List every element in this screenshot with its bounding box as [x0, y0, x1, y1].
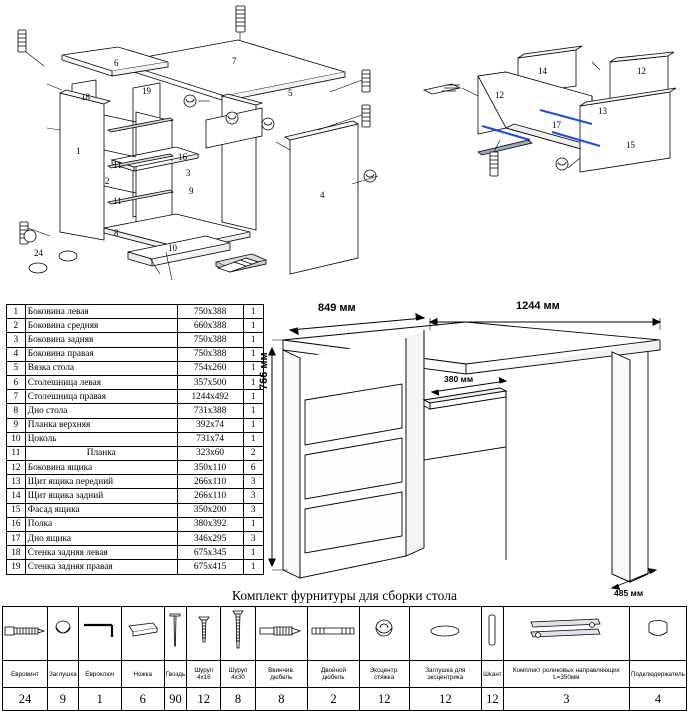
callout-14: 14 — [538, 66, 547, 76]
hw-qty: 90 — [164, 688, 186, 711]
table-row — [7, 560, 264, 574]
part-num: 9 — [7, 418, 26, 432]
part-name: Столешница левая — [25, 375, 177, 389]
hw-cell-euro-screw — [3, 607, 48, 661]
callout-10: 10 — [168, 243, 177, 253]
hw-label: Евровинт — [3, 661, 48, 688]
table-row — [7, 418, 264, 432]
part-name: Боковина правая — [25, 347, 177, 361]
table-row — [7, 546, 264, 560]
part-dim: 350x110 — [177, 461, 243, 475]
table-row — [7, 390, 264, 404]
part-qty: 6 — [243, 461, 264, 475]
part-num: 12 — [7, 461, 26, 475]
part-name: Дно стола — [25, 404, 177, 418]
hw-label: Заглушка для эксцентрика — [409, 661, 482, 688]
part-num: 19 — [7, 560, 26, 574]
part-num: 15 — [7, 503, 26, 517]
part-num: 4 — [7, 347, 26, 361]
part-name: Полка — [25, 517, 177, 531]
hw-cell-screw-4x16 — [187, 607, 221, 661]
callout-7: 7 — [232, 56, 237, 66]
part-dim: 266x110 — [177, 475, 243, 489]
part-dim: 266x110 — [177, 489, 243, 503]
part-qty: 2 — [243, 446, 264, 460]
hw-label: Эксцентр. стяжка — [359, 661, 409, 688]
hw-cell-cam-lock — [359, 607, 409, 661]
callout-4: 4 — [320, 190, 325, 200]
part-num: 18 — [7, 546, 26, 560]
hw-qty: 12 — [187, 688, 221, 711]
table-row — [7, 319, 264, 333]
part-num: 1 — [7, 305, 26, 319]
part-num: 13 — [7, 475, 26, 489]
hw-qty: 8 — [221, 688, 255, 711]
part-qty: 1 — [243, 560, 264, 574]
hw-cell-screw-4x30 — [221, 607, 255, 661]
table-row — [7, 461, 264, 475]
part-qty: 1 — [243, 347, 264, 361]
part-num: 6 — [7, 375, 26, 389]
part-dim: 750x388 — [177, 333, 243, 347]
part-dim: 660x388 — [177, 319, 243, 333]
hw-cell-cap-plug — [48, 607, 79, 661]
callout-11-a: 11 — [113, 160, 122, 170]
part-name: Планка — [25, 446, 177, 460]
part-name: Боковина ящика — [25, 461, 177, 475]
callout-12-b: 12 — [495, 90, 504, 100]
hw-label: Гвоздь — [164, 661, 186, 688]
hw-cell-screw-in-dowel — [255, 607, 308, 661]
part-num: 2 — [7, 319, 26, 333]
dimension-depth: 849 мм — [318, 302, 356, 314]
hw-qty: 12 — [359, 688, 409, 711]
part-num: 17 — [7, 532, 26, 546]
hw-qty: 6 — [121, 688, 164, 711]
callout-24: 24 — [34, 248, 43, 258]
part-qty: 1 — [243, 432, 264, 446]
table-row — [7, 446, 264, 460]
callout-9: 9 — [189, 186, 194, 196]
part-num: 16 — [7, 517, 26, 531]
table-row — [7, 404, 264, 418]
callout-3: 3 — [186, 168, 191, 178]
table-row — [7, 517, 264, 531]
hw-label: Шуруп 4х30 — [221, 661, 255, 688]
hw-label: Подклюдержатель — [630, 661, 687, 688]
part-qty: 1 — [243, 361, 264, 375]
hw-label: Комплект роликовых направляющих L=350мм — [503, 661, 629, 688]
part-dim: 323x60 — [177, 446, 243, 460]
callout-11-b: 11 — [113, 196, 122, 206]
callout-6: 6 — [114, 58, 119, 68]
dimension-height: 766 мм — [258, 352, 270, 390]
dimension-foot: 485 мм — [614, 588, 644, 598]
part-dim: 350x200 — [177, 503, 243, 517]
parts-table — [6, 304, 264, 575]
hw-qty: 9 — [48, 688, 79, 711]
dimension-width: 1244 мм — [516, 300, 560, 312]
callout-8: 8 — [114, 228, 119, 238]
part-name: Вязка стола — [25, 361, 177, 375]
hw-label: Заглушка — [48, 661, 79, 688]
table-row — [7, 532, 264, 546]
part-dim: 346x295 — [177, 532, 243, 546]
part-num: 5 — [7, 361, 26, 375]
hw-qty: 12 — [409, 688, 482, 711]
table-row — [7, 333, 264, 347]
callout-1: 1 — [76, 146, 81, 156]
dimension-inner: 380 мм — [444, 374, 474, 384]
part-dim: 754x260 — [177, 361, 243, 375]
part-name: Щит ящика передний — [25, 475, 177, 489]
hardware-qty-row — [3, 688, 687, 711]
part-qty: 1 — [243, 517, 264, 531]
part-dim: 357x500 — [177, 375, 243, 389]
part-qty: 1 — [243, 546, 264, 560]
hw-qty: 8 — [255, 688, 308, 711]
hw-cell-nail — [164, 607, 186, 661]
part-qty: 3 — [243, 489, 264, 503]
part-name: Боковина левая — [25, 305, 177, 319]
part-name: Столешница правая — [25, 390, 177, 404]
part-qty: 1 — [243, 305, 264, 319]
hw-cell-allen-key — [78, 607, 121, 661]
part-dim: 731x74 — [177, 432, 243, 446]
callout-12-a: 12 — [637, 66, 646, 76]
hw-qty: 24 — [3, 688, 48, 711]
hw-cell-leg-foot — [121, 607, 164, 661]
part-qty: 1 — [243, 418, 264, 432]
part-dim: 675x415 — [177, 560, 243, 574]
hw-label: Двойной дюбель — [308, 661, 360, 688]
part-dim: 750x388 — [177, 305, 243, 319]
table-row — [7, 375, 264, 389]
part-name: Цоколь — [25, 432, 177, 446]
part-dim: 392x74 — [177, 418, 243, 432]
hardware-label-row — [3, 661, 687, 688]
part-name: Планка верхняя — [25, 418, 177, 432]
part-num: 8 — [7, 404, 26, 418]
hw-qty: 3 — [503, 688, 629, 711]
part-qty: 3 — [243, 475, 264, 489]
part-qty: 1 — [243, 333, 264, 347]
hardware-table — [2, 606, 687, 711]
part-name: Стенка задняя левая — [25, 546, 177, 560]
callout-5: 5 — [288, 88, 293, 98]
hw-qty: 1 — [78, 688, 121, 711]
hw-qty: 4 — [630, 688, 687, 711]
part-dim: 750x388 — [177, 347, 243, 361]
table-row — [7, 305, 264, 319]
hw-label: Ножка — [121, 661, 164, 688]
hw-cell-wooden-dowel — [482, 607, 504, 661]
hw-label: Ввинчив. дюбель — [255, 661, 308, 688]
hw-qty: 12 — [482, 688, 504, 711]
part-name: Фасад ящика — [25, 503, 177, 517]
hw-cell-cup-holder — [630, 607, 687, 661]
part-num: 7 — [7, 390, 26, 404]
hw-label: Евроключ — [78, 661, 121, 688]
part-num: 11 — [7, 446, 26, 460]
hw-cell-roller-slides — [503, 607, 629, 661]
table-row — [7, 503, 264, 517]
part-name: Стенка задняя правая — [25, 560, 177, 574]
part-name: Боковина задняя — [25, 333, 177, 347]
part-qty: 1 — [243, 390, 264, 404]
hw-cell-cam-cap — [409, 607, 482, 661]
part-dim: 731x388 — [177, 404, 243, 418]
part-num: 14 — [7, 489, 26, 503]
part-dim: 675x345 — [177, 546, 243, 560]
part-name: Щит ящика задний — [25, 489, 177, 503]
hardware-icon-row — [3, 607, 687, 661]
part-qty: 1 — [243, 404, 264, 418]
hw-label: Шкант — [482, 661, 504, 688]
hw-qty: 2 — [308, 688, 360, 711]
part-qty: 1 — [243, 319, 264, 333]
callout-18: 18 — [81, 92, 90, 102]
callout-16: 16 — [178, 152, 187, 162]
part-qty: 1 — [243, 375, 264, 389]
callout-19: 19 — [142, 86, 151, 96]
callout-15: 15 — [626, 140, 635, 150]
part-num: 10 — [7, 432, 26, 446]
part-qty: 3 — [243, 503, 264, 517]
hardware-title: Комплект фурнитуры для сборки стола — [232, 588, 457, 603]
part-name: Дно ящика — [25, 532, 177, 546]
hw-label: Шуруп 4х16 — [187, 661, 221, 688]
part-name: Боковина средняя — [25, 319, 177, 333]
part-qty: 3 — [243, 532, 264, 546]
callout-2: 2 — [105, 176, 110, 186]
table-row — [7, 489, 264, 503]
part-dim: 1244x492 — [177, 390, 243, 404]
callout-17: 17 — [552, 120, 561, 130]
hw-cell-double-dowel — [308, 607, 360, 661]
table-row — [7, 475, 264, 489]
table-row — [7, 432, 264, 446]
part-dim: 380x392 — [177, 517, 243, 531]
callout-13: 13 — [598, 106, 607, 116]
part-num: 3 — [7, 333, 26, 347]
table-row — [7, 347, 264, 361]
table-row — [7, 361, 264, 375]
